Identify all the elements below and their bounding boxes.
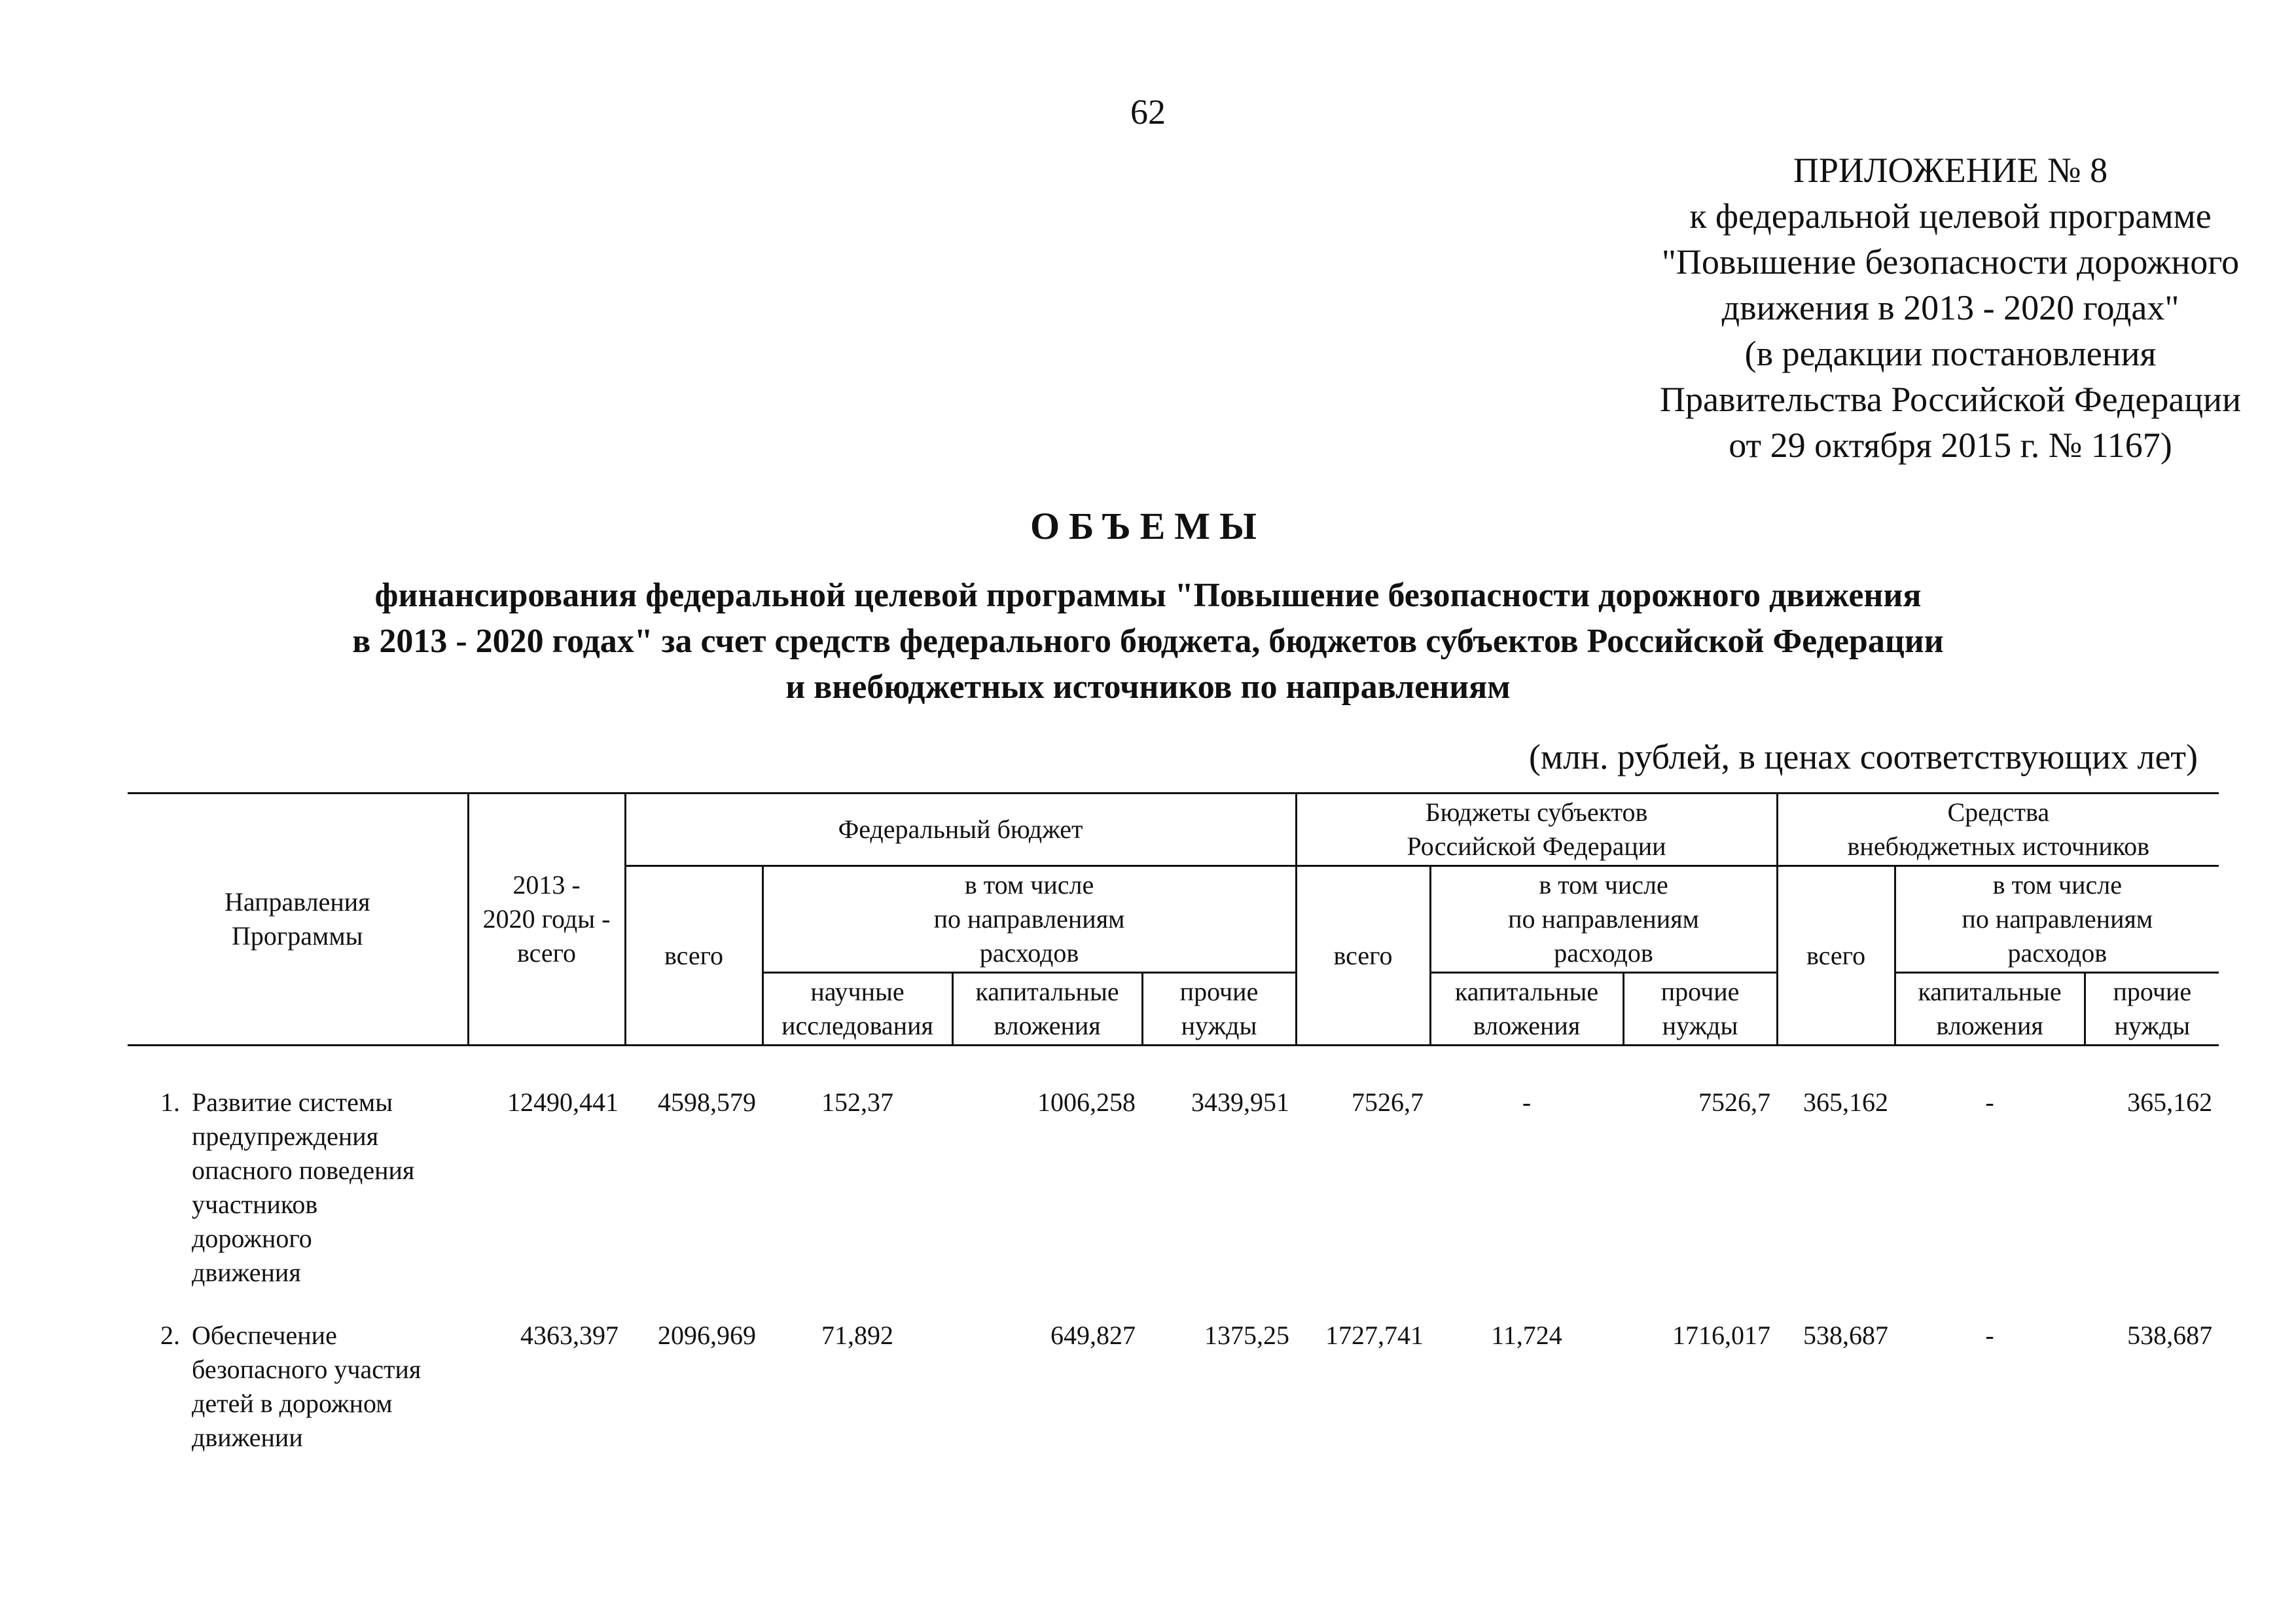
appendix-line: Правительства Российской Федерации <box>1660 380 2241 419</box>
cell-extrabudget-capital: - <box>1985 1321 1994 1350</box>
cell-federal-other: 1375,25 <box>1204 1321 1290 1350</box>
cell-regional-capital: - <box>1522 1087 1532 1117</box>
cell-regional-capital: 11,724 <box>1491 1321 1562 1350</box>
header-regional-incl: в том числе по направлениям расходов <box>1430 866 1777 973</box>
table-row <box>128 1290 2219 1455</box>
page-number: 62 <box>1130 92 1166 132</box>
cell-total: 4363,397 <box>520 1321 619 1350</box>
header-federal-research: научные исследования <box>762 973 952 1046</box>
header-total-period: 2013 - 2020 годы - всего <box>468 793 625 1046</box>
header-directions: Направления Программы <box>128 793 468 1046</box>
header-federal-other: прочие нужды <box>1142 973 1296 1046</box>
cell-extrabudget-capital: - <box>1985 1087 1994 1117</box>
cell-federal-research: 152,37 <box>821 1087 893 1117</box>
appendix-note <box>1525 147 2296 468</box>
header-regional-budgets: Бюджеты субъектов Российской Федерации <box>1296 793 1777 866</box>
cell-federal-research: 71,892 <box>821 1321 893 1350</box>
appendix-line: от 29 октября 2015 г. № 1167) <box>1729 426 2172 465</box>
header-extrabudgetary: Средства внебюджетных источников <box>1777 793 2219 866</box>
document-subtitle <box>0 573 2296 710</box>
row-direction: 1. Развитие системы предупреждения опасного поведения участников дорожного движения <box>128 1046 468 1290</box>
header-federal-incl: в том числе по направлениям расходов <box>762 866 1296 973</box>
header-extrabudget-capital: капитальные вложения <box>1895 973 2085 1046</box>
cell-federal-capital: 1006,258 <box>1037 1087 1136 1117</box>
row-number: 1. <box>160 1087 180 1117</box>
header-extrabudget-incl: в том числе по направлениям расходов <box>1895 866 2219 973</box>
cell-regional-total: 1727,741 <box>1325 1321 1424 1350</box>
subtitle-line: финансирования федеральной целевой программы "Повышение безопасности дорожного движения <box>374 577 1922 614</box>
appendix-line: (в редакции постановления <box>1744 334 2157 373</box>
units-note: (млн. рублей, в ценах соответствующих лет) <box>1528 737 2198 776</box>
subtitle-line: в 2013 - 2020 годах" за счет средств федерального бюджета, бюджетов субъектов Российской Федерации <box>352 623 1944 660</box>
header-federal-capital: капитальные вложения <box>952 973 1142 1046</box>
financing-table <box>128 792 2219 1455</box>
header-extrabudget-other: прочие нужды <box>2085 973 2219 1046</box>
cell-regional-other: 7526,7 <box>1698 1087 1771 1117</box>
cell-total: 12490,441 <box>507 1087 619 1117</box>
appendix-line: к федеральной целевой программе <box>1689 196 2212 236</box>
cell-extrabudget-total: 365,162 <box>1803 1087 1889 1117</box>
document-title: ОБЪЕМЫ <box>1030 505 1266 547</box>
header-regional-capital: капитальные вложения <box>1430 973 1623 1046</box>
appendix-line: ПРИЛОЖЕНИЕ № 8 <box>1793 151 2108 190</box>
cell-extrabudget-other: 365,162 <box>2127 1087 2213 1117</box>
header-regional-other: прочие нужды <box>1623 973 1777 1046</box>
row-direction: 2. Обеспечение безопасного участия детей в дорожном движении <box>128 1290 468 1455</box>
appendix-line: движения в 2013 - 2020 годах" <box>1721 288 2179 327</box>
cell-federal-total: 2096,969 <box>658 1321 756 1350</box>
row-number: 2. <box>160 1321 180 1350</box>
header-federal-total: всего <box>625 866 762 1046</box>
cell-federal-total: 4598,579 <box>658 1087 756 1117</box>
cell-extrabudget-other: 538,687 <box>2127 1321 2213 1350</box>
header-federal-budget: Федеральный бюджет <box>625 793 1296 866</box>
table-row <box>128 1046 2219 1290</box>
cell-extrabudget-total: 538,687 <box>1803 1321 1889 1350</box>
appendix-line: "Повышение безопасности дорожного <box>1661 242 2240 282</box>
cell-regional-other: 1716,017 <box>1672 1321 1771 1350</box>
cell-federal-other: 3439,951 <box>1191 1087 1290 1117</box>
header-regional-total: всего <box>1296 866 1430 1046</box>
header-extrabudget-total: всего <box>1777 866 1895 1046</box>
cell-regional-total: 7526,7 <box>1352 1087 1424 1117</box>
subtitle-line: и внебюджетных источников по направлениям <box>785 668 1511 706</box>
cell-federal-capital: 649,827 <box>1050 1321 1136 1350</box>
